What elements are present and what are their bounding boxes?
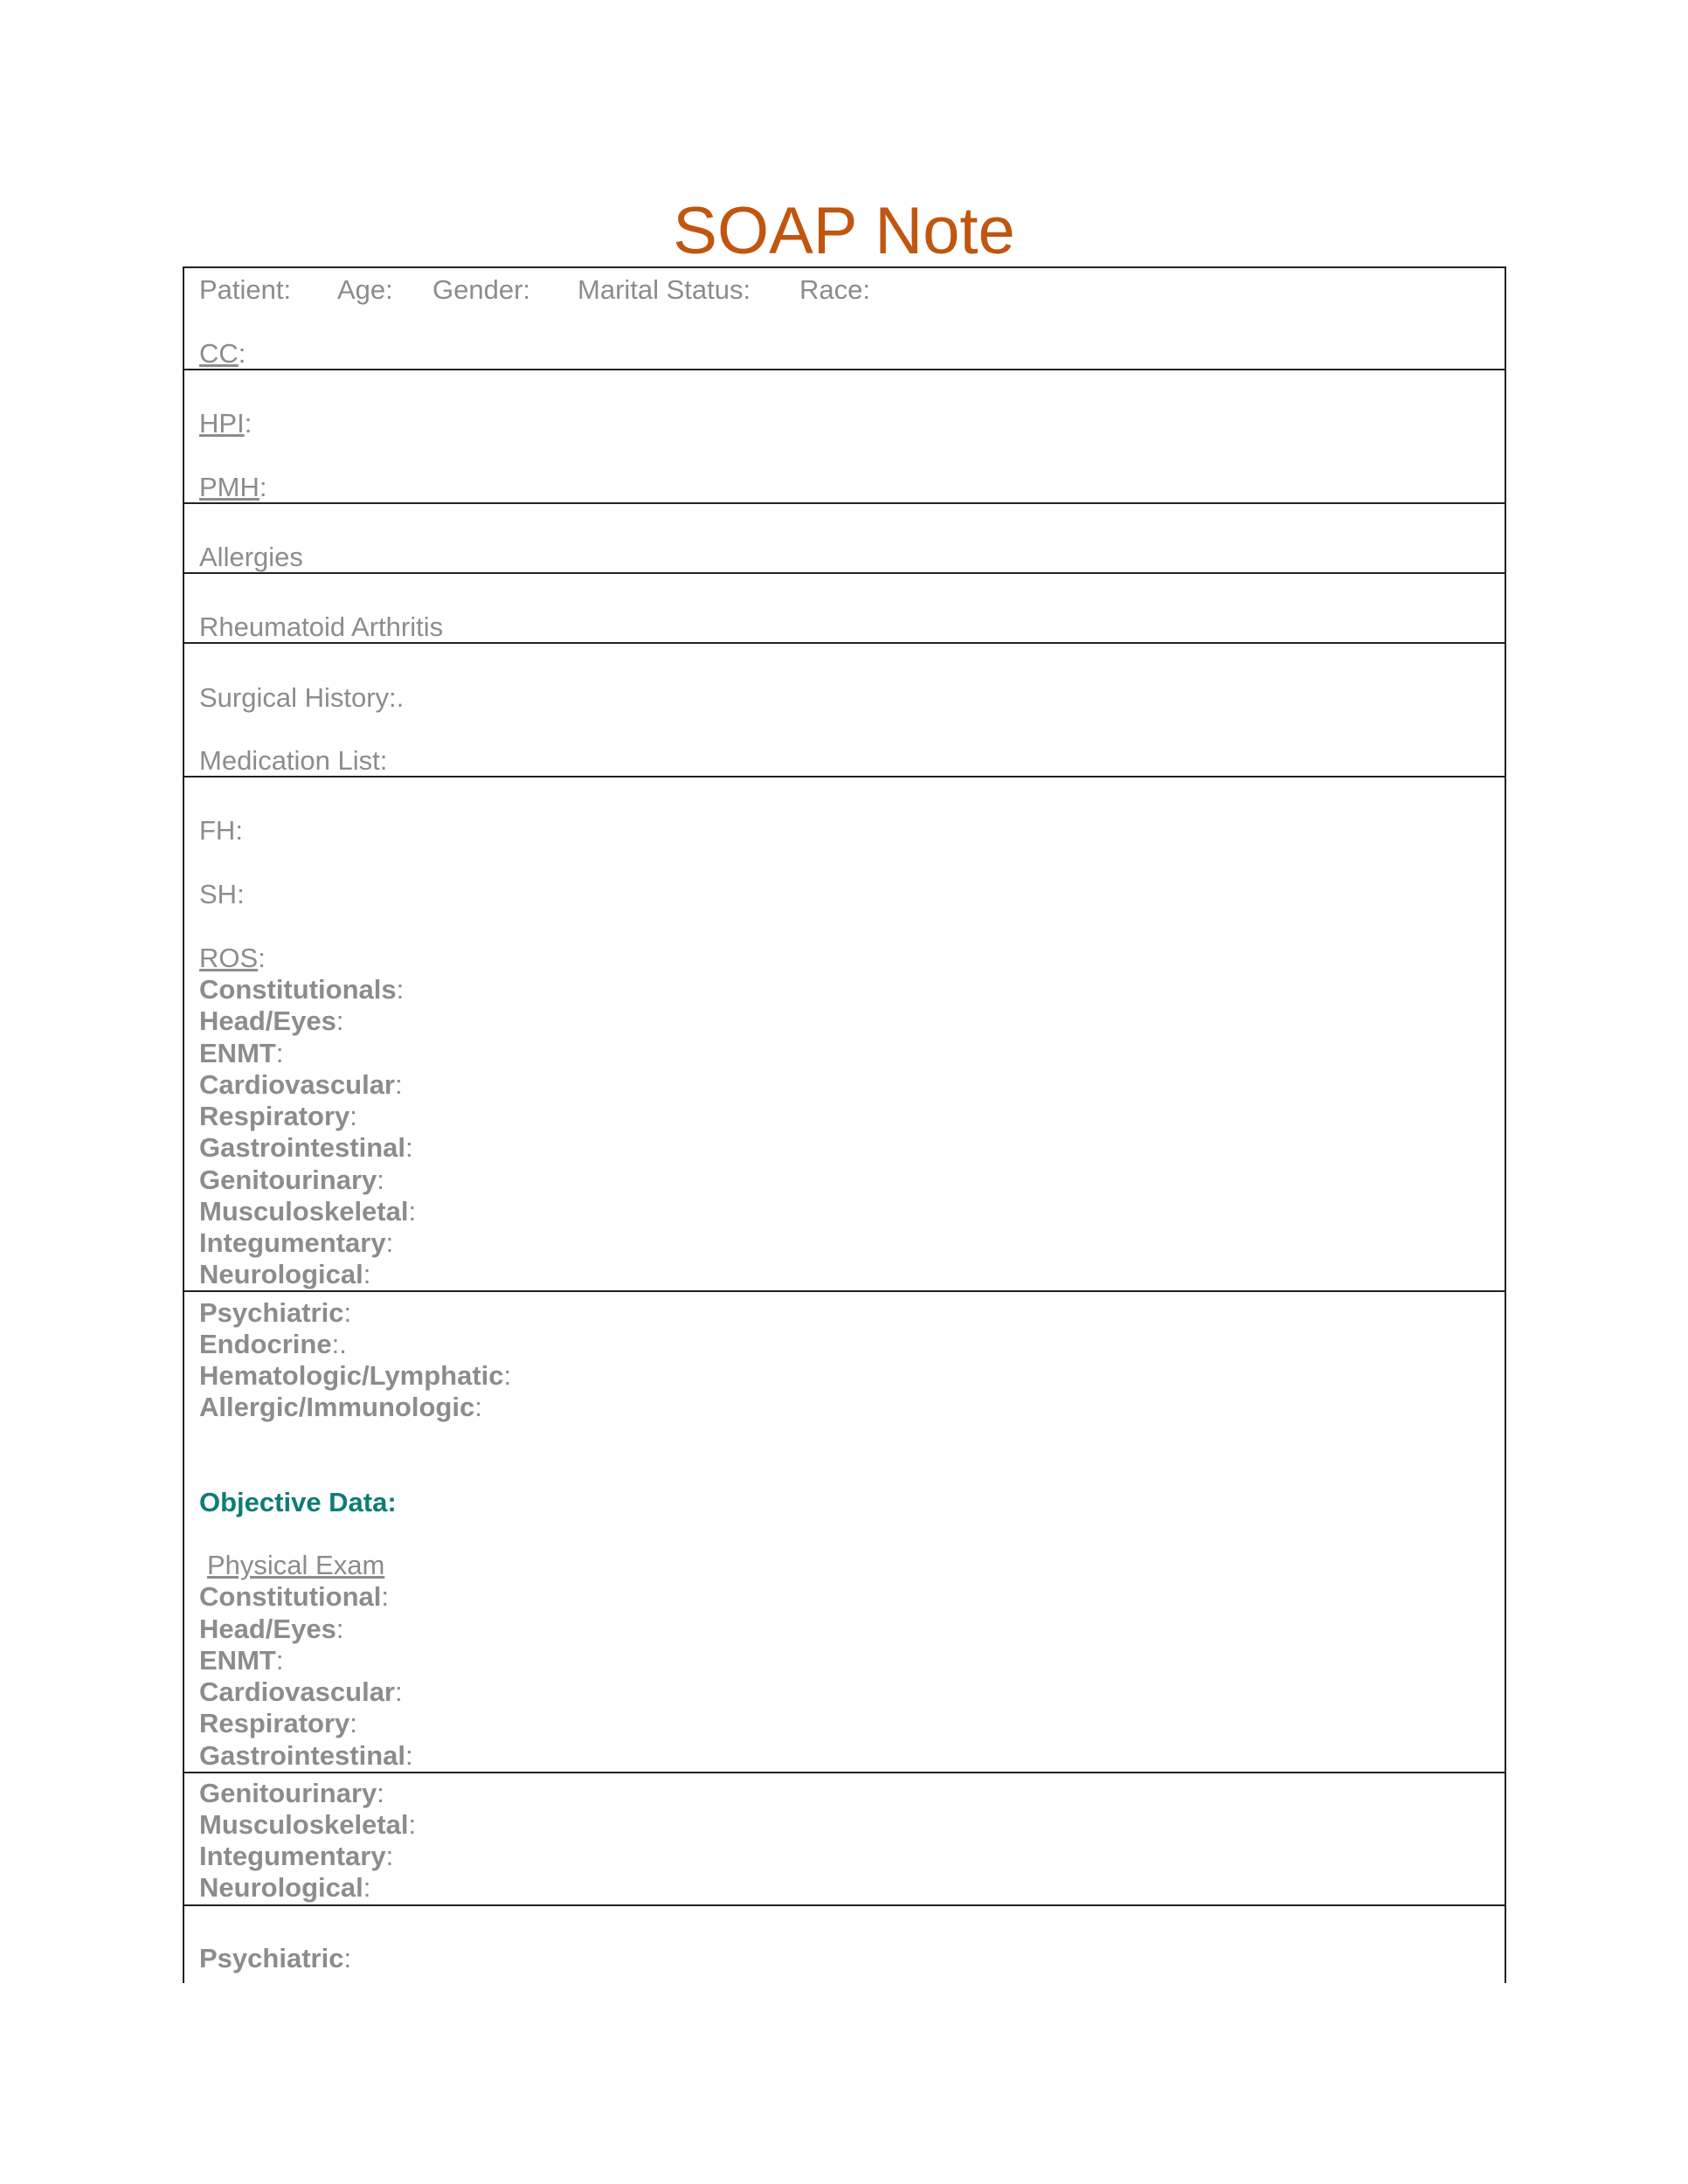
ros-item-label: Cardiovascular bbox=[199, 1069, 395, 1100]
ros-item bbox=[199, 1069, 403, 1101]
exam-item bbox=[199, 1645, 283, 1676]
exam-item bbox=[199, 1943, 351, 1974]
hpi-colon: : bbox=[244, 408, 253, 439]
ros-item-label: Allergic/Immunologic bbox=[199, 1392, 475, 1422]
ros-item-suffix: : bbox=[503, 1360, 512, 1391]
ros-item-suffix: : bbox=[377, 1165, 384, 1195]
exam-item-label: ENMT bbox=[199, 1645, 276, 1676]
soap-form bbox=[183, 266, 1506, 1983]
exam-item-label: Psychiatric bbox=[199, 1943, 344, 1973]
exam-item bbox=[199, 1708, 357, 1739]
page-title: SOAP Note bbox=[673, 194, 1015, 268]
pmh-colon: : bbox=[259, 472, 267, 502]
ros-field bbox=[199, 943, 266, 974]
exam-item bbox=[199, 1872, 370, 1904]
exam-item-suffix: : bbox=[336, 1614, 344, 1644]
rheumatoid-arthritis-label: Rheumatoid Arthritis bbox=[199, 612, 444, 642]
ros-item-suffix: : bbox=[385, 1227, 394, 1258]
exam-item bbox=[199, 1740, 413, 1772]
ros-item bbox=[199, 1006, 343, 1037]
ros-item-suffix: : bbox=[336, 1006, 344, 1036]
ros-item-label: Endocrine bbox=[199, 1329, 332, 1359]
hpi-label: HPI bbox=[199, 408, 245, 439]
ros-item bbox=[199, 1392, 482, 1423]
sh-label: SH: bbox=[199, 879, 245, 909]
exam-item-label: Respiratory bbox=[199, 1708, 350, 1738]
exam-item-label: Musculoskeletal bbox=[199, 1809, 409, 1840]
ros-item bbox=[199, 1297, 351, 1329]
ros-item-suffix: : bbox=[275, 1038, 284, 1068]
cc-field bbox=[199, 338, 246, 370]
exam-item-suffix: : bbox=[377, 1778, 384, 1808]
divider bbox=[184, 1772, 1505, 1773]
cc-label: CC bbox=[199, 338, 239, 369]
ros-item-label: Hematologic/Lymphatic bbox=[199, 1360, 504, 1391]
ros-item-label: Constitutionals bbox=[199, 974, 397, 1005]
physical-exam-label: Physical Exam bbox=[207, 1550, 385, 1580]
exam-item-label: Gastrointestinal bbox=[199, 1740, 405, 1771]
ros-item-label: Integumentary bbox=[199, 1227, 386, 1258]
ros-item-suffix: : bbox=[405, 1132, 413, 1163]
fh-label: FH: bbox=[199, 815, 243, 846]
exam-item-label: Neurological bbox=[199, 1872, 363, 1903]
ros-item-label: Gastrointestinal bbox=[199, 1132, 405, 1163]
allergies-label: Allergies bbox=[199, 542, 303, 572]
patient-label: Patient: bbox=[199, 274, 292, 305]
divider bbox=[184, 1290, 1505, 1292]
exam-item-suffix: : bbox=[385, 1841, 394, 1871]
divider bbox=[184, 572, 1505, 574]
exam-item bbox=[199, 1676, 403, 1708]
exam-item bbox=[199, 1841, 393, 1872]
exam-item-suffix: : bbox=[408, 1809, 417, 1840]
exam-item bbox=[199, 1581, 389, 1613]
hpi-field bbox=[199, 408, 252, 439]
ros-item bbox=[199, 974, 404, 1006]
ros-item-suffix: : bbox=[343, 1297, 352, 1328]
exam-item-label: Genitourinary bbox=[199, 1778, 377, 1808]
exam-item-label: Head/Eyes bbox=[199, 1614, 336, 1644]
exam-item-suffix: : bbox=[275, 1645, 284, 1676]
exam-item-label: Integumentary bbox=[199, 1841, 386, 1871]
ros-item bbox=[199, 1165, 384, 1196]
pmh-field bbox=[199, 472, 267, 503]
divider bbox=[184, 776, 1505, 778]
exam-item bbox=[199, 1809, 416, 1841]
exam-item-suffix: : bbox=[381, 1581, 389, 1612]
medication-list-label: Medication List: bbox=[199, 745, 388, 776]
ros-colon: : bbox=[258, 943, 266, 973]
exam-item-label: Cardiovascular bbox=[199, 1676, 395, 1707]
exam-item-suffix: : bbox=[349, 1708, 357, 1738]
ros-label: ROS bbox=[199, 943, 259, 973]
age-label: Age: bbox=[337, 274, 393, 305]
ros-item-label: Head/Eyes bbox=[199, 1006, 336, 1036]
ros-item-suffix: : bbox=[396, 974, 405, 1005]
ros-item-suffix: : bbox=[363, 1259, 371, 1289]
ros-item-suffix: : bbox=[395, 1069, 403, 1100]
ros-item bbox=[199, 1360, 511, 1392]
divider bbox=[184, 1904, 1505, 1906]
exam-item-suffix: : bbox=[343, 1943, 352, 1973]
divider bbox=[184, 642, 1505, 644]
ros-item-label: Neurological bbox=[199, 1259, 363, 1289]
ros-item-label: Psychiatric bbox=[199, 1297, 344, 1328]
ros-item-label: Musculoskeletal bbox=[199, 1196, 409, 1227]
ros-item-suffix: :. bbox=[331, 1329, 347, 1359]
ros-item bbox=[199, 1329, 347, 1360]
ros-item bbox=[199, 1038, 283, 1069]
ros-item bbox=[199, 1101, 357, 1132]
ros-item bbox=[199, 1196, 416, 1227]
ros-item-label: Respiratory bbox=[199, 1101, 350, 1131]
exam-item-suffix: : bbox=[363, 1872, 371, 1903]
exam-item-suffix: : bbox=[395, 1676, 403, 1707]
cc-colon: : bbox=[238, 338, 246, 369]
ros-item-suffix: : bbox=[349, 1101, 357, 1131]
divider bbox=[184, 502, 1505, 504]
exam-item-suffix: : bbox=[405, 1740, 413, 1771]
ros-item-suffix: : bbox=[408, 1196, 417, 1227]
ros-item bbox=[199, 1132, 413, 1164]
exam-item bbox=[199, 1614, 343, 1645]
exam-item-label: Constitutional bbox=[199, 1581, 382, 1612]
exam-item bbox=[199, 1778, 384, 1809]
ros-item bbox=[199, 1259, 370, 1290]
surgical-history-label: Surgical History:. bbox=[199, 682, 405, 713]
ros-item-suffix: : bbox=[474, 1392, 482, 1422]
pmh-label: PMH bbox=[199, 472, 259, 502]
divider bbox=[184, 369, 1505, 370]
gender-label: Gender: bbox=[432, 274, 531, 305]
marital-status-label: Marital Status: bbox=[578, 274, 751, 305]
ros-item-label: Genitourinary bbox=[199, 1165, 377, 1195]
objective-data-heading: Objective Data: bbox=[199, 1487, 397, 1517]
ros-item-label: ENMT bbox=[199, 1038, 276, 1068]
ros-item bbox=[199, 1227, 393, 1259]
race-label: Race: bbox=[799, 274, 870, 305]
